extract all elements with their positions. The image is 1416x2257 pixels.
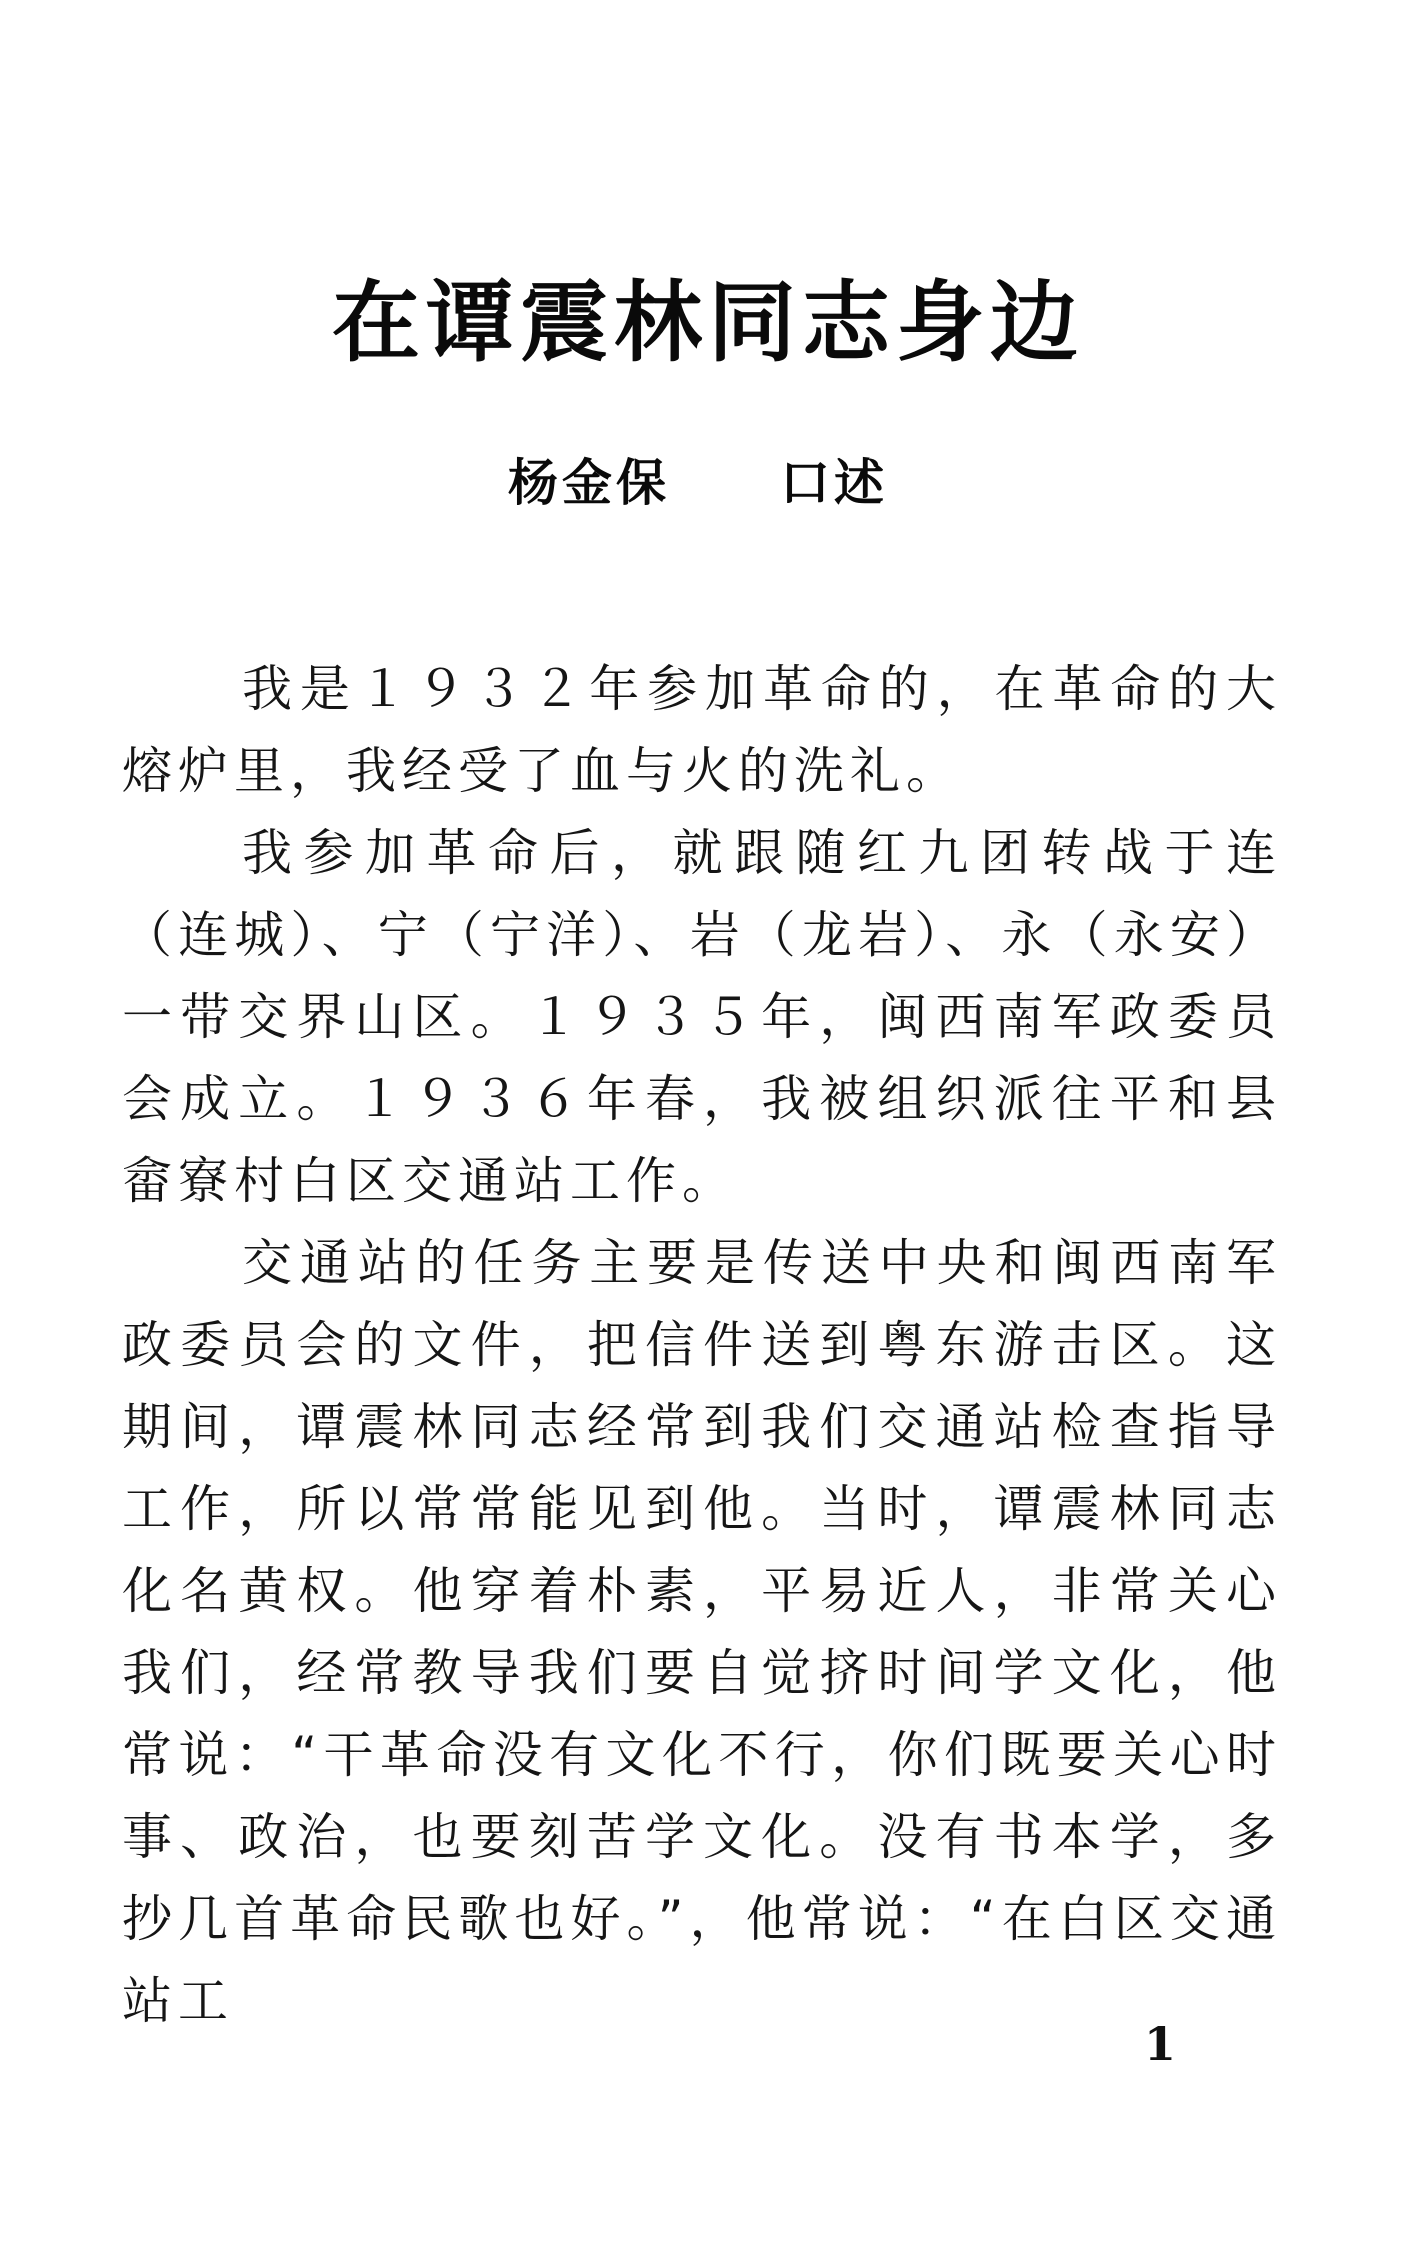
page-title: 在谭震林同志身边	[331, 271, 1084, 374]
body-text	[122, 648, 1282, 2042]
byline	[508, 448, 888, 518]
paragraph: 我参加革命后，就跟随红九团转战于连（连城）、宁（宁洋）、岩（龙岩）、永（永安）一带交界山区。１９３５年，闽西南军政委员会成立。１９３６年春，我被组织派往平和县畲寮村白区交通站工作。	[122, 824, 1282, 1210]
paragraph: 我是１９３２年参加革命的，在革命的大熔炉里，我经受了血与火的洗礼。	[122, 660, 1282, 800]
paragraph: 交通站的任务主要是传送中央和闽西南军政委员会的文件，把信件送到粤东游击区。这期间，谭震林同志经常到我们交通站检查指导工作，所以常常能见到他。当时，谭震林同志化名黄权。他穿着朴素，平易近人，非常关心我们，经常教导我们要自觉挤时间学文化，他常说：“干革命没有文化不行，你们既要关心时事、政治，也要刻苦学文化。没有书本学，多抄几首革命民歌也好。”，他常说：“在白区交通站工	[122, 1234, 1282, 2030]
page-number: 1	[1144, 2017, 1177, 2071]
narrator-name: 杨金保	[508, 454, 670, 512]
narration-role: 口述	[780, 454, 888, 512]
